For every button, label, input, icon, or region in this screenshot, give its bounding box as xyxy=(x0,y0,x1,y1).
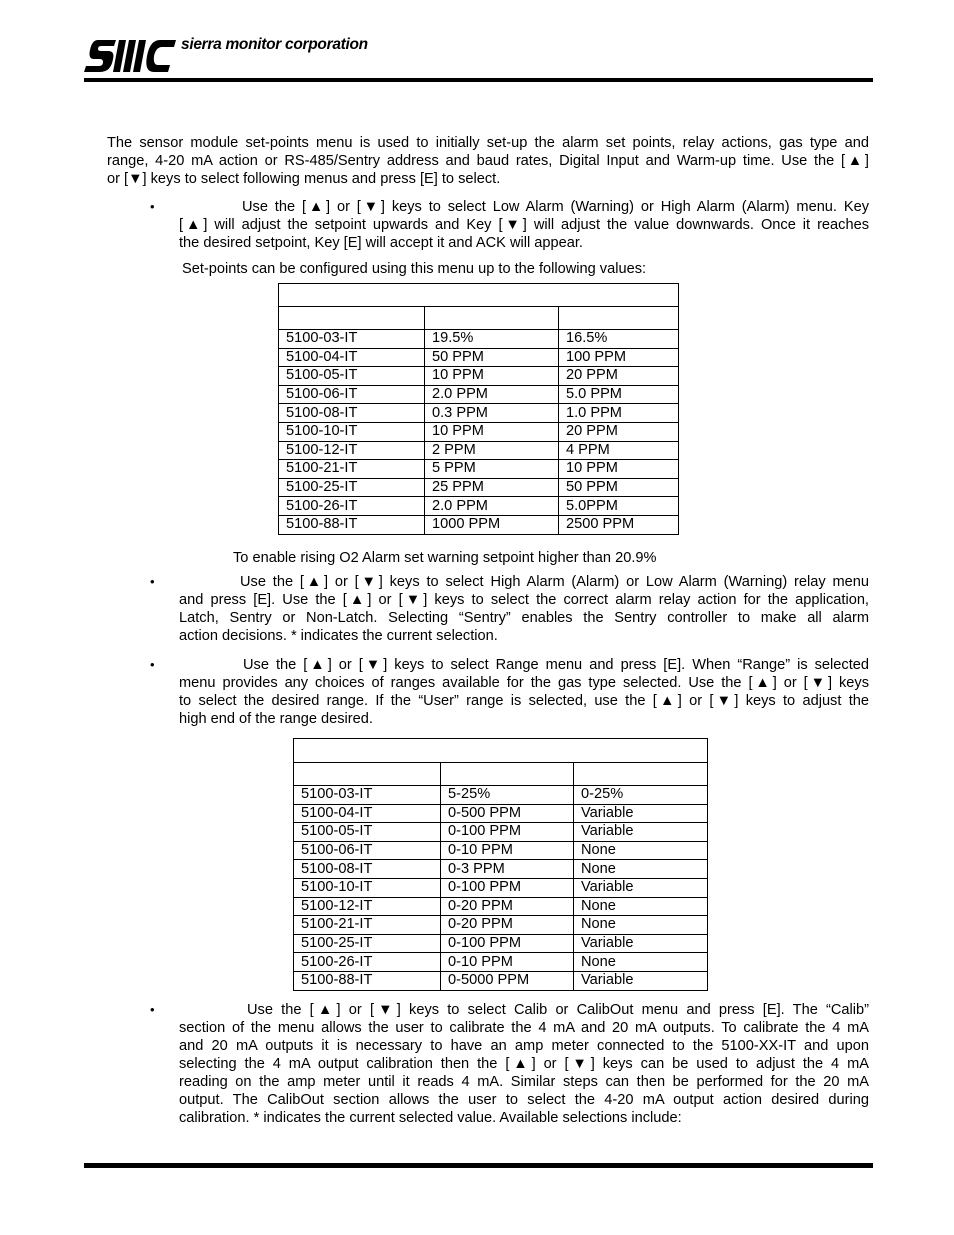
bullet-line: menu provides any choices of ranges available for the gas type selected. Use the [▲] or [▼] keys xyxy=(179,675,869,691)
bullet-line: and 20 mA outputs it is necessary to have an amp meter connected to the 5100-XX-IT and upon xyxy=(179,1038,869,1054)
model-cell: 5100-25-IT xyxy=(294,934,441,953)
model-cell: 5100-88-IT xyxy=(294,971,441,990)
bullet-line: selecting the 4 mA output calibration then the [▲] or [▼] keys can be used to adjust the 4 mA xyxy=(179,1056,869,1072)
high-alarm-cell: 2500 PPM xyxy=(559,515,679,534)
high-alarm-cell: 5.0 PPM xyxy=(559,385,679,404)
bullet-line: section of the menu allows the user to calibrate the 4 mA and 20 mA outputs. To calibrate the 4 mA xyxy=(179,1020,869,1036)
table-row xyxy=(294,804,708,823)
table-row xyxy=(294,971,708,990)
table-row xyxy=(294,878,708,897)
table-row xyxy=(279,404,679,423)
range-cell: 0-3 PPM xyxy=(441,860,574,879)
table-row xyxy=(294,823,708,842)
table-row xyxy=(279,422,679,441)
company-logo xyxy=(84,38,176,74)
table-row xyxy=(279,497,679,516)
bullet-line: the desired setpoint, Key [E] will accept it and ACK will appear. xyxy=(179,235,583,251)
table-subheader-row xyxy=(279,307,679,330)
table-subheader-row xyxy=(294,763,708,786)
intro-line: or [▼] keys to select following menus and press [E] to select. xyxy=(107,171,501,187)
user-range-cell: None xyxy=(574,860,708,879)
model-cell: 5100-26-IT xyxy=(294,953,441,972)
model-cell: 5100-21-IT xyxy=(279,460,425,479)
user-range-cell: None xyxy=(574,953,708,972)
bullet-marker: • xyxy=(150,1002,155,1017)
model-cell: 5100-06-IT xyxy=(279,385,425,404)
range-cell: 0-20 PPM xyxy=(441,897,574,916)
table-row xyxy=(294,953,708,972)
bullet-marker: • xyxy=(150,574,155,589)
company-name: sierra monitor corporation xyxy=(181,36,368,53)
model-cell: 5100-06-IT xyxy=(294,841,441,860)
table-row xyxy=(294,786,708,805)
bullet-line: Latch, Sentry or Non-Latch. Selecting “Sentry” enables the Sentry controller to make all alarm xyxy=(179,610,869,626)
model-cell: 5100-26-IT xyxy=(279,497,425,516)
low-alarm-cell: 50 PPM xyxy=(425,348,559,367)
bullet-line: [▲] will adjust the setpoint upwards and Key [▼] will adjust the value downwards. Once it reaches xyxy=(179,217,869,233)
range-cell: 0-5000 PPM xyxy=(441,971,574,990)
low-alarm-cell: 2.0 PPM xyxy=(425,385,559,404)
range-cell: 0-20 PPM xyxy=(441,916,574,935)
high-alarm-cell: 20 PPM xyxy=(559,367,679,386)
user-range-cell: Variable xyxy=(574,823,708,842)
model-cell: 5100-08-IT xyxy=(279,404,425,423)
high-alarm-cell: 5.0PPM xyxy=(559,497,679,516)
range-cell: 0-500 PPM xyxy=(441,804,574,823)
bullet-line: output. The CalibOut section allows the user to select the 4-20 mA output action desired during xyxy=(179,1092,869,1108)
range-cell: 5-25% xyxy=(441,786,574,805)
low-alarm-cell: 10 PPM xyxy=(425,422,559,441)
table-row xyxy=(294,860,708,879)
high-alarm-cell: 20 PPM xyxy=(559,422,679,441)
high-alarm-cell: 4 PPM xyxy=(559,441,679,460)
high-alarm-cell: 50 PPM xyxy=(559,478,679,497)
setpoints-intro: Set-points can be configured using this menu up to the following values: xyxy=(182,261,647,277)
low-alarm-cell: 1000 PPM xyxy=(425,515,559,534)
bullet-line: calibration. * indicates the current selected value. Available selections include: xyxy=(179,1110,682,1126)
table-row xyxy=(279,460,679,479)
range-cell: 0-100 PPM xyxy=(441,934,574,953)
footer-rule xyxy=(84,1163,873,1168)
model-cell: 5100-12-IT xyxy=(279,441,425,460)
range-cell: 0-100 PPM xyxy=(441,823,574,842)
model-cell: 5100-08-IT xyxy=(294,860,441,879)
bullet-line: reading on the amp meter until it reads 4 mA. Similar steps can then be performed for the 20 mA xyxy=(179,1074,869,1090)
user-range-cell: None xyxy=(574,916,708,935)
model-cell: 5100-12-IT xyxy=(294,897,441,916)
user-range-cell: None xyxy=(574,897,708,916)
bullet-line: to select the desired range. If the “User” range is selected, use the [▲] or [▼] keys to adjust the xyxy=(179,693,869,709)
table-row xyxy=(279,367,679,386)
low-alarm-cell: 25 PPM xyxy=(425,478,559,497)
user-range-cell: None xyxy=(574,841,708,860)
low-alarm-cell: 0.3 PPM xyxy=(425,404,559,423)
table-header-cell xyxy=(279,284,679,307)
high-alarm-cell: 16.5% xyxy=(559,330,679,349)
table-row xyxy=(279,348,679,367)
calibration-bullet xyxy=(179,1001,869,1127)
range-bullet xyxy=(179,656,869,728)
table-header-cell xyxy=(294,763,441,786)
model-cell: 5100-05-IT xyxy=(294,823,441,842)
bullet-marker: • xyxy=(150,199,155,214)
table-header-cell xyxy=(441,763,574,786)
o2-note: To enable rising O2 Alarm set warning setpoint higher than 20.9% xyxy=(233,550,657,566)
header-rule xyxy=(84,78,873,82)
relay-bullet xyxy=(179,573,869,645)
model-cell: 5100-88-IT xyxy=(279,515,425,534)
table-row xyxy=(294,916,708,935)
model-cell: 5100-05-IT xyxy=(279,367,425,386)
bullet-line: high end of the range desired. xyxy=(179,711,373,727)
model-cell: 5100-21-IT xyxy=(294,916,441,935)
intro-line: range, 4-20 mA action or RS-485/Sentry address and baud rates, Digital Input and Warm-up time. Use the [▲] xyxy=(107,153,869,169)
range-cell: 0-100 PPM xyxy=(441,878,574,897)
setpoint-table xyxy=(278,283,679,535)
user-range-cell: Variable xyxy=(574,934,708,953)
bullet-line: Use the [▲] or [▼] keys to select Range menu and press [E]. When “Range” is selected xyxy=(243,657,869,673)
table-header-cell xyxy=(294,739,708,763)
setpoint-bullet xyxy=(179,198,869,252)
user-range-cell: Variable xyxy=(574,971,708,990)
model-cell: 5100-04-IT xyxy=(294,804,441,823)
table-row xyxy=(279,441,679,460)
bullet-marker: • xyxy=(150,657,155,672)
low-alarm-cell: 2 PPM xyxy=(425,441,559,460)
high-alarm-cell: 10 PPM xyxy=(559,460,679,479)
bullet-line: and press [E]. Use the [▲] or [▼] keys to select the correct alarm relay action for the application, xyxy=(179,592,869,608)
table-row xyxy=(294,841,708,860)
user-range-cell: Variable xyxy=(574,878,708,897)
model-cell: 5100-03-IT xyxy=(279,330,425,349)
table-header-cell xyxy=(279,307,425,330)
low-alarm-cell: 19.5% xyxy=(425,330,559,349)
low-alarm-cell: 10 PPM xyxy=(425,367,559,386)
intro-line: The sensor module set-points menu is used to initially set-up the alarm set points, relay actions, gas type and xyxy=(107,135,869,151)
table-header-cell xyxy=(559,307,679,330)
table-row xyxy=(279,515,679,534)
range-cell: 0-10 PPM xyxy=(441,841,574,860)
high-alarm-cell: 100 PPM xyxy=(559,348,679,367)
table-header-row xyxy=(294,739,708,763)
table-row xyxy=(279,478,679,497)
table-row xyxy=(294,934,708,953)
user-range-cell: Variable xyxy=(574,804,708,823)
model-cell: 5100-10-IT xyxy=(279,422,425,441)
table-header-cell xyxy=(574,763,708,786)
table-header-row xyxy=(279,284,679,307)
model-cell: 5100-10-IT xyxy=(294,878,441,897)
bullet-line: Use the [▲] or [▼] keys to select High Alarm (Alarm) or Low Alarm (Warning) relay menu xyxy=(240,574,869,590)
table-row xyxy=(279,330,679,349)
intro-paragraph xyxy=(107,134,869,188)
user-range-cell: 0-25% xyxy=(574,786,708,805)
table-row xyxy=(294,897,708,916)
range-table xyxy=(293,738,708,991)
high-alarm-cell: 1.0 PPM xyxy=(559,404,679,423)
low-alarm-cell: 5 PPM xyxy=(425,460,559,479)
table-row xyxy=(279,385,679,404)
model-cell: 5100-04-IT xyxy=(279,348,425,367)
low-alarm-cell: 2.0 PPM xyxy=(425,497,559,516)
model-cell: 5100-25-IT xyxy=(279,478,425,497)
bullet-line: Use the [▲] or [▼] keys to select Low Alarm (Warning) or High Alarm (Alarm) menu. Key xyxy=(242,199,869,215)
bullet-line: Use the [▲] or [▼] keys to select Calib or CalibOut menu and press [E]. The “Calib” xyxy=(247,1002,869,1018)
bullet-line: action decisions. * indicates the current selection. xyxy=(179,628,498,644)
table-header-cell xyxy=(425,307,559,330)
range-cell: 0-10 PPM xyxy=(441,953,574,972)
model-cell: 5100-03-IT xyxy=(294,786,441,805)
